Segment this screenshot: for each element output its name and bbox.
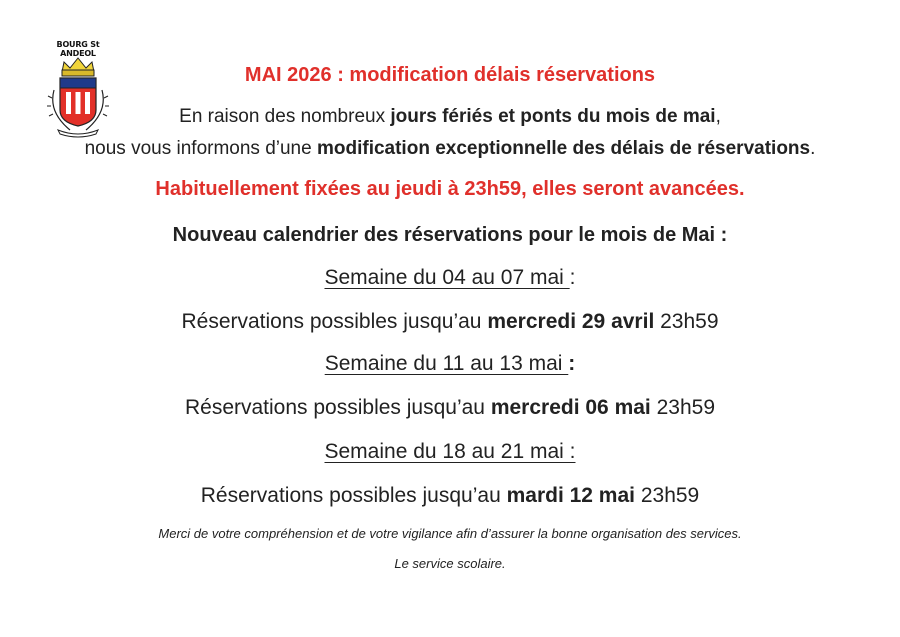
calendar-heading: Nouveau calendrier des réservations pour le mois de Mai : [172, 224, 728, 246]
week-1-prefix: Réservations possibles jusqu’au [181, 310, 488, 333]
week-2-time: 23h59 [650, 396, 715, 419]
week-2-date: mercredi 06 mai [490, 396, 651, 419]
intro-line-2-emphasis: modification exceptionnelle des délais de réservations [316, 138, 811, 159]
week-2-deadline [0, 396, 900, 420]
week-1-deadline [0, 310, 900, 334]
week-1-colon: : [569, 266, 576, 289]
intro-line-2-end: . [810, 138, 816, 159]
week-3-deadline [0, 484, 900, 508]
town-name: BOURG St ANDEOL [56, 40, 100, 58]
week-3-time: 23h59 [635, 484, 700, 507]
week-1-label: Semaine du 04 au 07 mai [324, 266, 570, 289]
week-3-label: Semaine du 18 au 21 mai : [324, 440, 576, 463]
schedule-notice: Habituellement fixées au jeudi à 23h59, elles seront avancées. [155, 178, 745, 200]
week-1-time: 23h59 [654, 310, 719, 333]
signature: Le service scolaire. [394, 556, 506, 571]
intro-line-1-emphasis: jours fériés et ponts du mois de mai [390, 106, 716, 127]
page-title: MAI 2026 : modification délais réservations [244, 64, 656, 86]
intro-line-2 [0, 138, 900, 160]
footer-note: Merci de votre compréhension et de votre vigilance afin d’assurer la bonne organisation des services. [158, 526, 742, 541]
intro-line-1 [0, 106, 900, 128]
week-3-date: mardi 12 mai [506, 484, 635, 507]
week-2-label: Semaine du 11 au 13 mai [324, 352, 569, 375]
intro-line-1-end: , [715, 106, 721, 127]
intro-line-2-text: nous vous informons d’une [84, 138, 317, 159]
week-2-prefix: Réservations possibles jusqu’au [184, 396, 491, 419]
week-3-prefix: Réservations possibles jusqu’au [200, 484, 507, 507]
week-3-heading [0, 440, 900, 464]
intro-line-1-text: En raison des nombreux [179, 106, 391, 127]
week-1-date: mercredi 29 avril [487, 310, 655, 333]
week-1-heading [0, 266, 900, 290]
week-2-colon: : [568, 352, 576, 375]
week-2-heading [0, 352, 900, 376]
